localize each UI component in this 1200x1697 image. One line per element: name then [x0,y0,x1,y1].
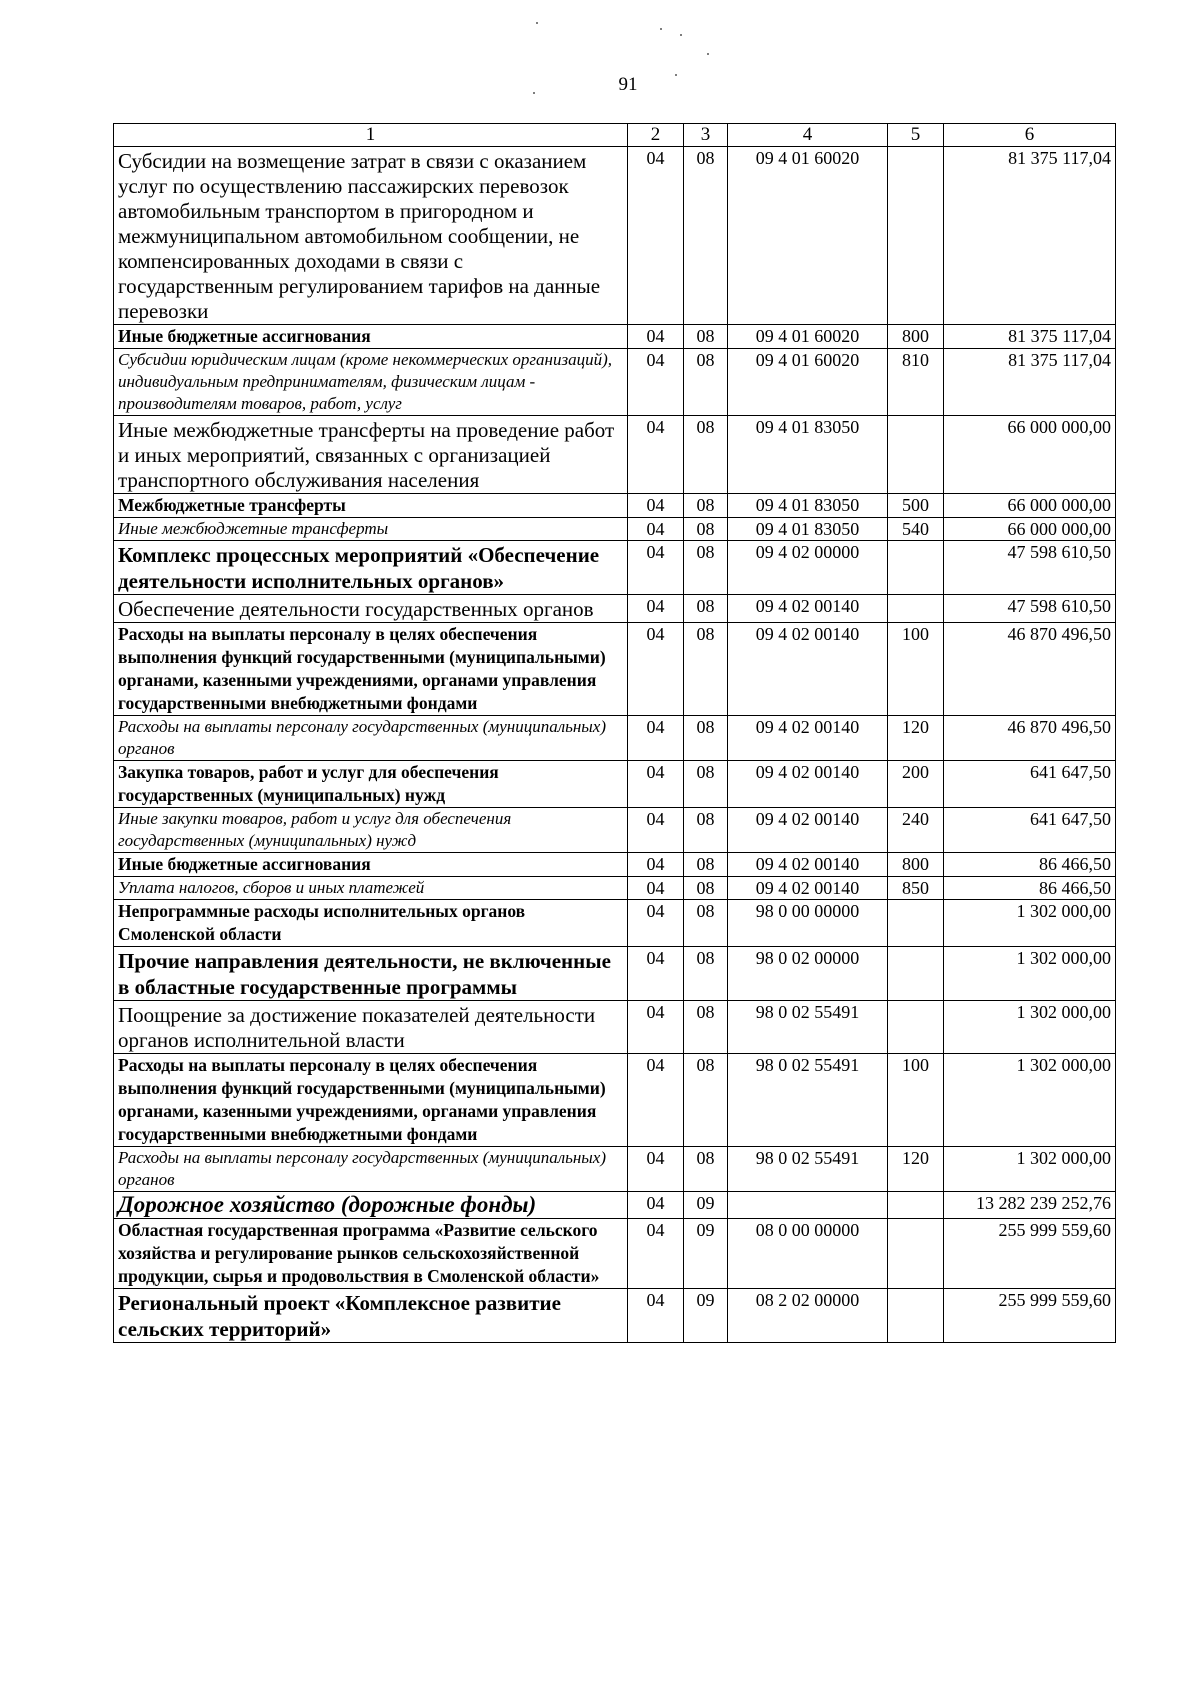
table-row [114,1192,1116,1219]
target-article-cell: 09 4 01 83050 [728,494,888,518]
amount-cell: 46 870 496,50 [944,623,1116,716]
scan-speck [707,53,709,55]
subsection-code-cell: 08 [684,1054,728,1147]
table-row [114,761,1116,808]
subsection-code-cell: 08 [684,349,728,416]
section-code-cell: 04 [628,1289,684,1343]
amount-cell: 47 598 610,50 [944,595,1116,623]
header-col-2: 2 [628,124,684,147]
subsection-code-cell: 08 [684,808,728,853]
subsection-code-cell: 08 [684,541,728,595]
amount-cell: 66 000 000,00 [944,518,1116,541]
page-number: 91 [618,74,638,95]
header-col-1: 1 [114,124,628,147]
table-row [114,541,1116,595]
row-name-cell: Иные межбюджетные трансферты [114,518,628,541]
table-body [114,147,1116,1343]
section-code-cell: 04 [628,325,684,349]
amount-cell: 86 466,50 [944,853,1116,877]
target-article-cell: 09 4 02 00140 [728,761,888,808]
amount-cell: 86 466,50 [944,877,1116,900]
section-code-cell: 04 [628,853,684,877]
amount-cell: 81 375 117,04 [944,325,1116,349]
row-name-cell: Комплекс процессных мероприятий «Обеспечение деятельности исполнительных органов» [114,541,628,595]
amount-cell: 66 000 000,00 [944,494,1116,518]
subsection-code-cell: 08 [684,853,728,877]
expense-type-cell: 850 [888,877,944,900]
row-name-cell: Субсидии на возмещение затрат в связи с оказанием услуг по осуществлению пассажирских перевозок автомобильным транспортом в пригородном и межмуниципальном автомобильном сообщении, не компенсированных доходами в связи с государственным регулированием тарифов на данные перевозки [114,147,628,325]
row-name-cell: Уплата налогов, сборов и иных платежей [114,877,628,900]
scan-speck [675,74,677,76]
section-code-cell: 04 [628,1192,684,1219]
header-col-4: 4 [728,124,888,147]
target-article-cell: 09 4 02 00140 [728,877,888,900]
expense-type-cell [888,1192,944,1219]
row-name-cell: Иные бюджетные ассигнования [114,853,628,877]
subsection-code-cell: 08 [684,416,728,494]
row-name-cell: Областная государственная программа «Развитие сельского хозяйства и регулирование рынков сельскохозяйственной продукции, сырья и продовольствия в Смоленской области» [114,1219,628,1289]
section-code-cell: 04 [628,761,684,808]
table-row [114,416,1116,494]
subsection-code-cell: 08 [684,623,728,716]
target-article-cell: 09 4 01 60020 [728,325,888,349]
target-article-cell: 09 4 02 00140 [728,808,888,853]
table-row [114,1001,1116,1054]
expense-type-cell [888,1289,944,1343]
table-row [114,1289,1116,1343]
row-name-cell: Расходы на выплаты персоналу государственных (муниципальных) органов [114,716,628,761]
subsection-code-cell: 09 [684,1192,728,1219]
target-article-cell: 08 2 02 00000 [728,1289,888,1343]
subsection-code-cell: 08 [684,761,728,808]
row-name-cell: Расходы на выплаты персоналу в целях обеспечения выполнения функций государственными (муниципальными) органами, казенными учреждениями, органами управления государственными внебюджетными фондами [114,1054,628,1147]
section-code-cell: 04 [628,900,684,947]
target-article-cell: 98 0 02 00000 [728,947,888,1001]
subsection-code-cell: 09 [684,1219,728,1289]
table-row [114,494,1116,518]
target-article-cell: 09 4 02 00140 [728,716,888,761]
table-row [114,595,1116,623]
target-article-cell: 98 0 02 55491 [728,1147,888,1192]
expense-type-cell: 120 [888,1147,944,1192]
row-name-cell: Межбюджетные трансферты [114,494,628,518]
section-code-cell: 04 [628,1054,684,1147]
expense-type-cell: 200 [888,761,944,808]
subsection-code-cell: 08 [684,595,728,623]
row-name-cell: Поощрение за достижение показателей деятельности органов исполнительной власти [114,1001,628,1054]
section-code-cell: 04 [628,541,684,595]
section-code-cell: 04 [628,877,684,900]
header-col-3: 3 [684,124,728,147]
row-name-cell: Дорожное хозяйство (дорожные фонды) [114,1192,628,1219]
amount-cell: 641 647,50 [944,808,1116,853]
table-row [114,518,1116,541]
table-row [114,716,1116,761]
expense-type-cell: 100 [888,623,944,716]
subsection-code-cell: 08 [684,494,728,518]
expense-type-cell: 500 [888,494,944,518]
scan-speck [533,92,535,94]
section-code-cell: 04 [628,716,684,761]
amount-cell: 1 302 000,00 [944,1147,1116,1192]
target-article-cell: 09 4 01 60020 [728,147,888,325]
section-code-cell: 04 [628,1001,684,1054]
row-name-cell: Иные межбюджетные трансферты на проведение работ и иных мероприятий, связанных с организацией транспортного обслуживания населения [114,416,628,494]
expense-type-cell: 800 [888,325,944,349]
row-name-cell: Иные закупки товаров, работ и услуг для обеспечения государственных (муниципальных) нужд [114,808,628,853]
expense-type-cell: 540 [888,518,944,541]
expense-type-cell: 810 [888,349,944,416]
subsection-code-cell: 08 [684,147,728,325]
row-name-cell: Субсидии юридическим лицам (кроме некоммерческих организаций), индивидуальным предпринимателям, физическим лицам - производителям товаров, работ, услуг [114,349,628,416]
row-name-cell: Непрограммные расходы исполнительных органов Смоленской области [114,900,628,947]
table-row [114,900,1116,947]
expense-type-cell [888,416,944,494]
target-article-cell: 09 4 01 83050 [728,416,888,494]
scan-speck [660,28,662,30]
table-row [114,349,1116,416]
amount-cell: 641 647,50 [944,761,1116,808]
subsection-code-cell: 08 [684,947,728,1001]
expense-type-cell [888,595,944,623]
table-row [114,853,1116,877]
section-code-cell: 04 [628,1147,684,1192]
section-code-cell: 04 [628,349,684,416]
table-row [114,1147,1116,1192]
amount-cell: 81 375 117,04 [944,147,1116,325]
target-article-cell: 09 4 02 00140 [728,623,888,716]
row-name-cell: Закупка товаров, работ и услуг для обеспечения государственных (муниципальных) нужд [114,761,628,808]
header-col-5: 5 [888,124,944,147]
section-code-cell: 04 [628,147,684,325]
section-code-cell: 04 [628,1219,684,1289]
table-row [114,147,1116,325]
amount-cell: 1 302 000,00 [944,1054,1116,1147]
expense-type-cell: 800 [888,853,944,877]
table-row [114,1219,1116,1289]
subsection-code-cell: 08 [684,900,728,947]
row-name-cell: Иные бюджетные ассигнования [114,325,628,349]
table-row [114,877,1116,900]
target-article-cell: 98 0 00 00000 [728,900,888,947]
amount-cell: 81 375 117,04 [944,349,1116,416]
amount-cell: 47 598 610,50 [944,541,1116,595]
amount-cell: 1 302 000,00 [944,900,1116,947]
row-name-cell: Обеспечение деятельности государственных органов [114,595,628,623]
expense-type-cell: 120 [888,716,944,761]
amount-cell: 66 000 000,00 [944,416,1116,494]
expense-type-cell [888,1219,944,1289]
amount-cell: 1 302 000,00 [944,947,1116,1001]
header-row [114,124,1116,147]
row-name-cell: Расходы на выплаты персоналу государственных (муниципальных) органов [114,1147,628,1192]
amount-cell: 1 302 000,00 [944,1001,1116,1054]
section-code-cell: 04 [628,623,684,716]
expense-type-cell [888,541,944,595]
expense-type-cell [888,947,944,1001]
target-article-cell: 09 4 02 00140 [728,595,888,623]
amount-cell: 13 282 239 252,76 [944,1192,1116,1219]
budget-table [113,123,1116,1343]
section-code-cell: 04 [628,808,684,853]
subsection-code-cell: 08 [684,518,728,541]
target-article-cell [728,1192,888,1219]
subsection-code-cell: 08 [684,1147,728,1192]
target-article-cell: 08 0 00 00000 [728,1219,888,1289]
expense-type-cell [888,147,944,325]
table-row [114,808,1116,853]
expense-type-cell [888,1001,944,1054]
section-code-cell: 04 [628,494,684,518]
section-code-cell: 04 [628,947,684,1001]
subsection-code-cell: 08 [684,1001,728,1054]
row-name-cell: Региональный проект «Комплексное развитие сельских территорий» [114,1289,628,1343]
row-name-cell: Расходы на выплаты персоналу в целях обеспечения выполнения функций государственными (муниципальными) органами, казенными учреждениями, органами управления государственными внебюджетными фондами [114,623,628,716]
target-article-cell: 09 4 01 60020 [728,349,888,416]
target-article-cell: 09 4 02 00140 [728,853,888,877]
subsection-code-cell: 08 [684,716,728,761]
subsection-code-cell: 08 [684,877,728,900]
table-row [114,1054,1116,1147]
table-row [114,947,1116,1001]
scan-speck [680,34,682,36]
expense-type-cell: 240 [888,808,944,853]
target-article-cell: 09 4 01 83050 [728,518,888,541]
table-row [114,623,1116,716]
amount-cell: 255 999 559,60 [944,1219,1116,1289]
target-article-cell: 98 0 02 55491 [728,1054,888,1147]
expense-type-cell [888,900,944,947]
amount-cell: 46 870 496,50 [944,716,1116,761]
target-article-cell: 98 0 02 55491 [728,1001,888,1054]
subsection-code-cell: 09 [684,1289,728,1343]
section-code-cell: 04 [628,595,684,623]
target-article-cell: 09 4 02 00000 [728,541,888,595]
subsection-code-cell: 08 [684,325,728,349]
row-name-cell: Прочие направления деятельности, не включенные в областные государственные программы [114,947,628,1001]
header-col-6: 6 [944,124,1116,147]
section-code-cell: 04 [628,416,684,494]
scan-speck [536,22,538,24]
amount-cell: 255 999 559,60 [944,1289,1116,1343]
section-code-cell: 04 [628,518,684,541]
table-row [114,325,1116,349]
expense-type-cell: 100 [888,1054,944,1147]
